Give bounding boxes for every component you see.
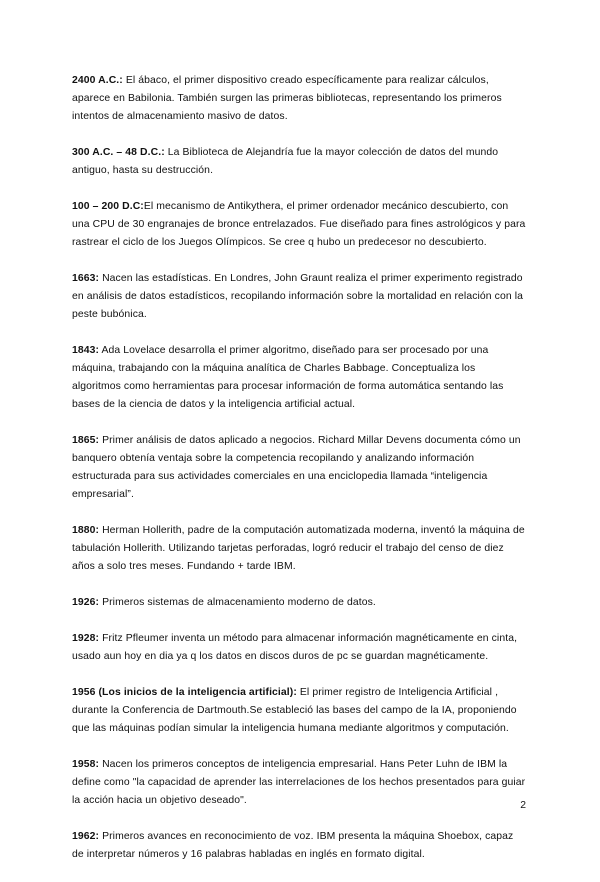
entry-year: 100 – 200 D.C: [72,201,144,212]
entry-year: 2400 A.C.: [72,75,123,86]
entry-year: 1958: [72,759,100,770]
entry-text: Primeros sistemas de almacenamiento moderno de datos. [99,597,376,608]
timeline-entry-1956 [72,684,527,738]
entry-text: Fritz Pfleumer inventa un método para almacenar información magnéticamente en cinta, usado aun hoy en dia ya q los datos en discos duros de pc se guardan magnéticamente. [72,633,518,662]
timeline-entry-100dc [72,198,527,252]
entry-text: El mecanismo de Antikythera, el primer ordenador mecánico descubierto, con una CPU de 30 engranajes de bronce entrelazados. Fue diseñado para fines astrológicos y para rastrear el ciclo de los Juegos Olímpicos. Se cree q hubo un predecesor no descubierto. [72,201,526,248]
entry-text: Ada Lovelace desarrolla el primer algoritmo, diseñado para ser procesado por una máquina, trabajando con la máquina analítica de Charles Babbage. Conceptualiza los algoritmos como herramientas para procesar información de forma automática sentando las bases de la ciencia de datos y la inteligencia artificial actual. [72,345,504,410]
entry-text: El ábaco, el primer dispositivo creado específicamente para realizar cálculos, aparece en Babilonia. También surgen las primeras bibliotecas, representando los primeros intentos de almacenamiento masivo de datos. [72,75,502,122]
timeline-entry-1958 [72,756,527,810]
entry-year: 300 A.C. – 48 D.C.: [72,147,165,158]
timeline-entry-1843 [72,342,527,414]
timeline-entry-1962 [72,828,527,864]
timeline-entry-1865 [72,432,527,504]
entry-text: Primeros avances en reconocimiento de voz. IBM presenta la máquina Shoebox, capaz de interpretar números y 16 palabras habladas en inglés en formato digital. [72,831,514,860]
entry-text: Nacen los primeros conceptos de inteligencia empresarial. Hans Peter Luhn de IBM la define como "la capacidad de aprender las interrelaciones de los hechos presentados para guiar la acción hacia un objetivo deseado". [72,759,526,806]
entry-year: 1956 (Los inicios de la inteligencia artificial): [72,687,297,698]
entry-year: 1926: [72,597,100,608]
entry-year: 1928: [72,633,100,644]
entry-year: 1843: [72,345,100,356]
entry-year: 1962: [72,831,100,842]
entry-text: La Biblioteca de Alejandría fue la mayor colección de datos del mundo antiguo, hasta su destrucción. [72,147,499,176]
entry-text: Nacen las estadísticas. En Londres, John Graunt realiza el primer experimento registrado en análisis de datos estadísticos, recopilando información sobre la mortalidad en relación con la peste bubónica. [72,273,523,320]
entry-year: 1865: [72,435,100,446]
entry-year: 1663: [72,273,100,284]
timeline-entry-1928 [72,630,527,666]
timeline-entry-1663 [72,270,527,324]
timeline-entry-300ac [72,144,527,180]
entry-text: Herman Hollerith, padre de la computación automatizada moderna, inventó la máquina de tabulación Hollerith. Utilizando tarjetas perforadas, logró reducir el trabajo del censo de diez años a solo tres meses. Fundando + tarde IBM. [72,525,525,572]
entry-year: 1880: [72,525,100,536]
entry-text: Primer análisis de datos aplicado a negocios. Richard Millar Devens documenta cómo un banquero obtenía ventaja sobre la competencia recopilando y analizando información estructurada para sus actividades comerciales en una enciclopedia llamada “inteligencia empresarial”. [72,435,521,500]
document-body [72,72,527,882]
timeline-entry-2400ac [72,72,527,126]
page-number: 2 [520,800,526,811]
timeline-entry-1926 [72,594,527,612]
timeline-entry-1880 [72,522,527,576]
entry-text: El primer registro de Inteligencia Artificial , durante la Conferencia de Dartmouth.Se estableció las bases del campo de la IA, proponiendo que las máquinas podían simular la inteligencia humana mediante algoritmos y computación. [72,687,517,734]
